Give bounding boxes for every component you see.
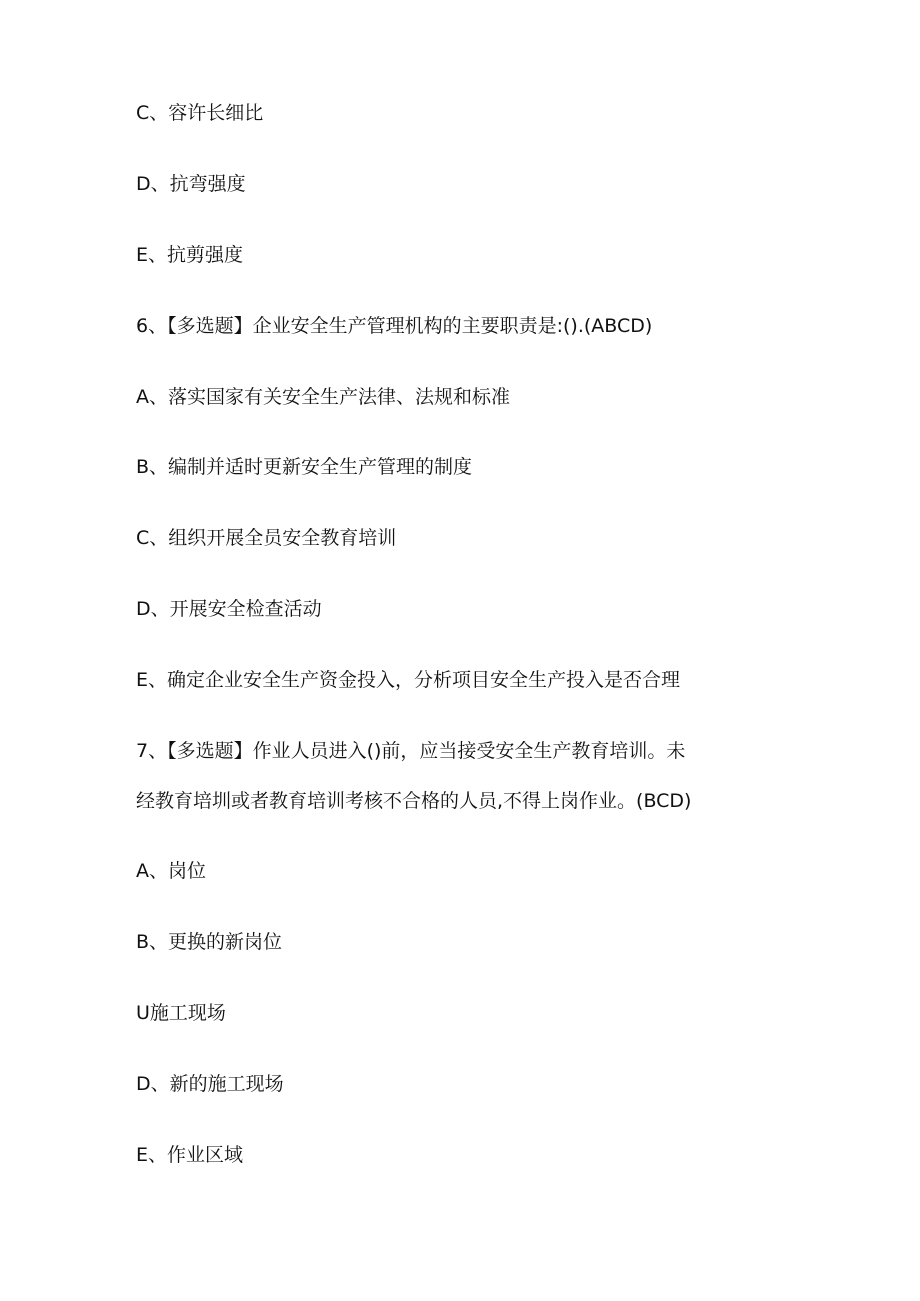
option-6d: D、开展安全检查活动 — [136, 598, 322, 620]
option-5e: E、抗剪强度 — [136, 244, 244, 266]
option-7a: A、岗位 — [136, 860, 206, 882]
option-7d: D、新的施工现场 — [136, 1073, 284, 1095]
option-6a: A、落实国家有关安全生产法律、法规和标准 — [136, 386, 510, 408]
option-6c: C、组织开展全员安全教育培训 — [136, 527, 397, 549]
option-5c: C、容许长细比 — [136, 102, 264, 124]
question-6: 6、【多选题】企业安全生产管理机构的主要职责是:().(ABCD) — [136, 315, 653, 337]
option-6e: E、确定企业安全生产资金投入，分析项目安全生产投入是否合理 — [136, 669, 681, 691]
question-7-line-2: 经教育培圳或者教育培训考核不合格的人员,不得上岗作业。(BCD) — [136, 790, 692, 812]
option-5d: D、抗弯强度 — [136, 173, 246, 195]
option-7e: E、作业区域 — [136, 1144, 244, 1166]
question-7-line-1: 7、【多选题】作业人员进入()前，应当接受安全生产教育培训。未 — [136, 740, 686, 762]
option-7b: B、更换的新岗位 — [136, 931, 283, 953]
option-6b: B、编制并适时更新安全生产管理的制度 — [136, 456, 473, 478]
option-7c: U施工现场 — [136, 1002, 226, 1024]
